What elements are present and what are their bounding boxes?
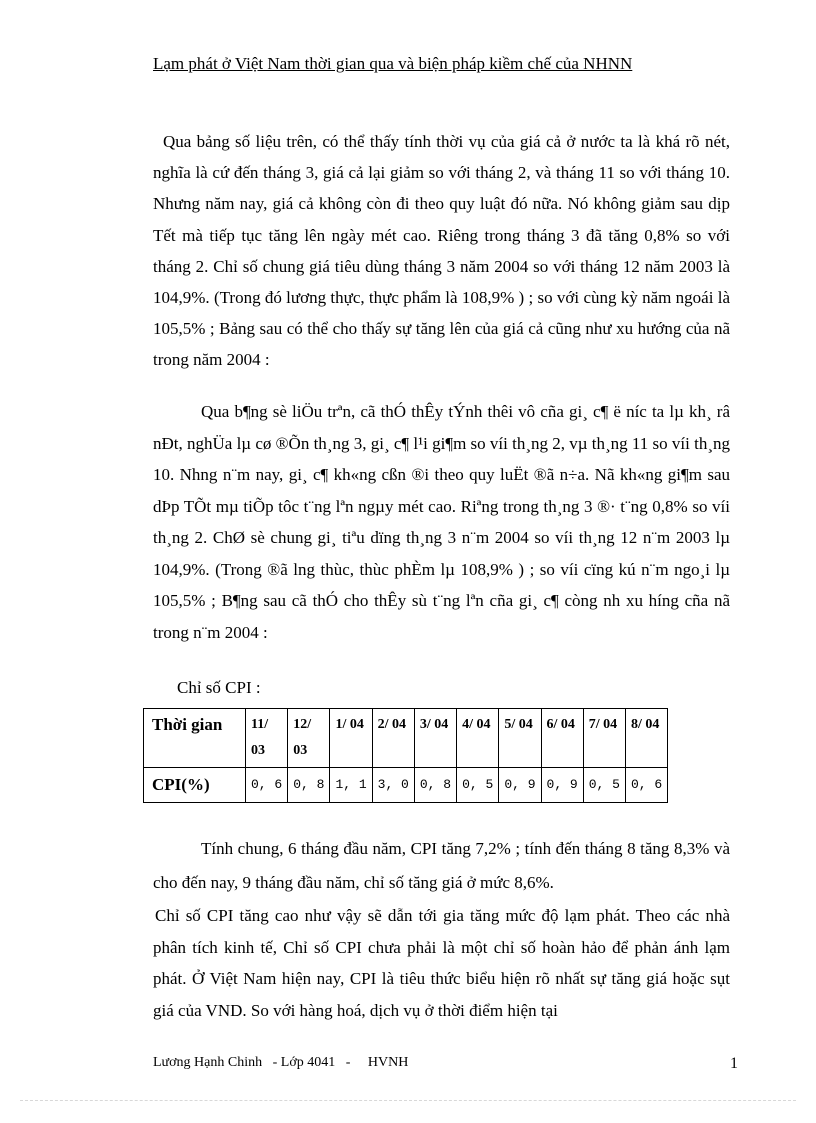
period-cell: 1/ 04 <box>330 709 372 768</box>
cpi-value-cell: 0, 6 <box>246 768 288 803</box>
cpi-table-time-row <box>144 709 668 768</box>
period-cell: 7/ 04 <box>583 709 625 768</box>
cpi-table-value-row <box>144 768 668 803</box>
page-number: 1 <box>730 1055 738 1072</box>
cpi-value-cell: 0, 9 <box>541 768 583 803</box>
cpi-table <box>143 708 668 803</box>
paragraph-2-garbled: Qua b¶ng sè liÖu trªn, cã thÓ thÊy tÝnh thêi vô cña gi¸ c¶ ë níc ta lµ kh¸ râ nÐt, nghÜa lµ cø ®Õn th¸ng 3, gi¸ c¶ l¹i gi¶m so víi th¸ng 2, vµ th¸ng 11 so víi th¸ng 10. Nhng n¨m nay, gi¸ c¶ kh«ng cßn ®i theo quy luËt ®ã n÷a. Nã kh«ng gi¶m sau dÞp TÕt mµ tiÕp tôc t¨ng lªn ngµy mét cao. Riªng trong th¸ng 3 ®· t¨ng 0,8% so víi th¸ng 2. ChØ sè chung gi¸ tiªu dïng th¸ng 3 n¨m 2004 so víi th¸ng 12 n¨m 2003 lµ 104,9%. (Trong ®ã lng thùc, thùc phÈm lµ 108,9% ) ; so víi cïng kú n¨m ngo¸i lµ 105,5% ; B¶ng sau cã thÓ cho thÊy sù t¨ng lªn cña gi¸ c¶ còng nh xu híng cña nã trong n¨m 2004 : <box>153 402 730 642</box>
page-bottom-divider <box>20 1100 796 1101</box>
cpi-value-cell: 3, 0 <box>372 768 414 803</box>
period-cell: 3/ 04 <box>414 709 456 768</box>
period-cell: 4/ 04 <box>457 709 499 768</box>
footer-author: Lương Hạnh Chinh <box>153 1055 263 1070</box>
cpi-value-cell: 0, 8 <box>414 768 456 803</box>
period-cell: 5/ 04 <box>499 709 541 768</box>
cpi-value-cell: 0, 9 <box>499 768 541 803</box>
cpi-value-cell: 0, 6 <box>625 768 667 803</box>
period-cell: 11/ 03 <box>246 709 288 768</box>
period-cell: 8/ 04 <box>625 709 667 768</box>
footer-school: HVNH <box>367 1055 409 1070</box>
cpi-label: Chỉ số CPI : <box>177 678 261 697</box>
period-cell: 2/ 04 <box>372 709 414 768</box>
page-footer <box>153 1055 408 1071</box>
cpi-row-header: CPI(%) <box>144 768 246 803</box>
footer-separator: - <box>345 1055 351 1070</box>
paragraph-4: Chỉ số CPI tăng cao như vậy sẽ dẫn tới gia tăng mức độ lạm phát. Theo các nhà phân tích kinh tế, Chỉ số CPI chưa phải là một chỉ số hoàn hảo để phản ánh lạm phát. Ở Việt Nam hiện nay, CPI là tiêu thức biểu hiện rõ nhất sự tăng giá hoặc sụt giá của VND. So với hàng hoá, dịch vụ ở thời điểm hiện tại <box>153 906 730 1020</box>
period-cell: 6/ 04 <box>541 709 583 768</box>
paragraph-1: Qua bảng số liệu trên, có thể thấy tính thời vụ của giá cả ở nước ta là khá rõ nét, nghĩa là cứ đến tháng 3, giá cả lại giảm so với tháng 2, và tháng 11 so với tháng 10. Nhưng năm nay, giá cả không còn đi theo quy luật đó nữa. Nó không giảm sau dịp Tết mà tiếp tục tăng lên ngày mét cao. Riêng trong tháng 3 đã tăng 0,8% so với tháng 2. Chỉ số chung giá tiêu dùng tháng 3 năm 2004 so với tháng 12 năm 2003 là 104,9%. (Trong đó lương thực, thực phẩm là 108,9% ) ; so với cùng kỳ năm ngoái là 105,5% ; Bảng sau có thể cho thấy sự tăng lên của giá cả cũng như xu hướng của nã trong năm 2004 : <box>153 132 730 370</box>
cpi-value-cell: 0, 8 <box>288 768 330 803</box>
cpi-value-cell: 0, 5 <box>583 768 625 803</box>
cpi-value-cell: 1, 1 <box>330 768 372 803</box>
footer-class: - Lớp 4041 <box>272 1055 336 1070</box>
period-cell: 12/ 03 <box>288 709 330 768</box>
time-row-header: Thời gian <box>144 709 246 768</box>
cpi-value-cell: 0, 5 <box>457 768 499 803</box>
paragraph-3: Tính chung, 6 tháng đầu năm, CPI tăng 7,2% ; tính đến tháng 8 tăng 8,3% và cho đến nay, 9 tháng đầu năm, chỉ số tăng giá ở mức 8,6%. <box>153 839 730 892</box>
running-header: Lạm phát ở Việt Nam thời gian qua và biện pháp kiềm chế của NHNN <box>153 54 633 73</box>
